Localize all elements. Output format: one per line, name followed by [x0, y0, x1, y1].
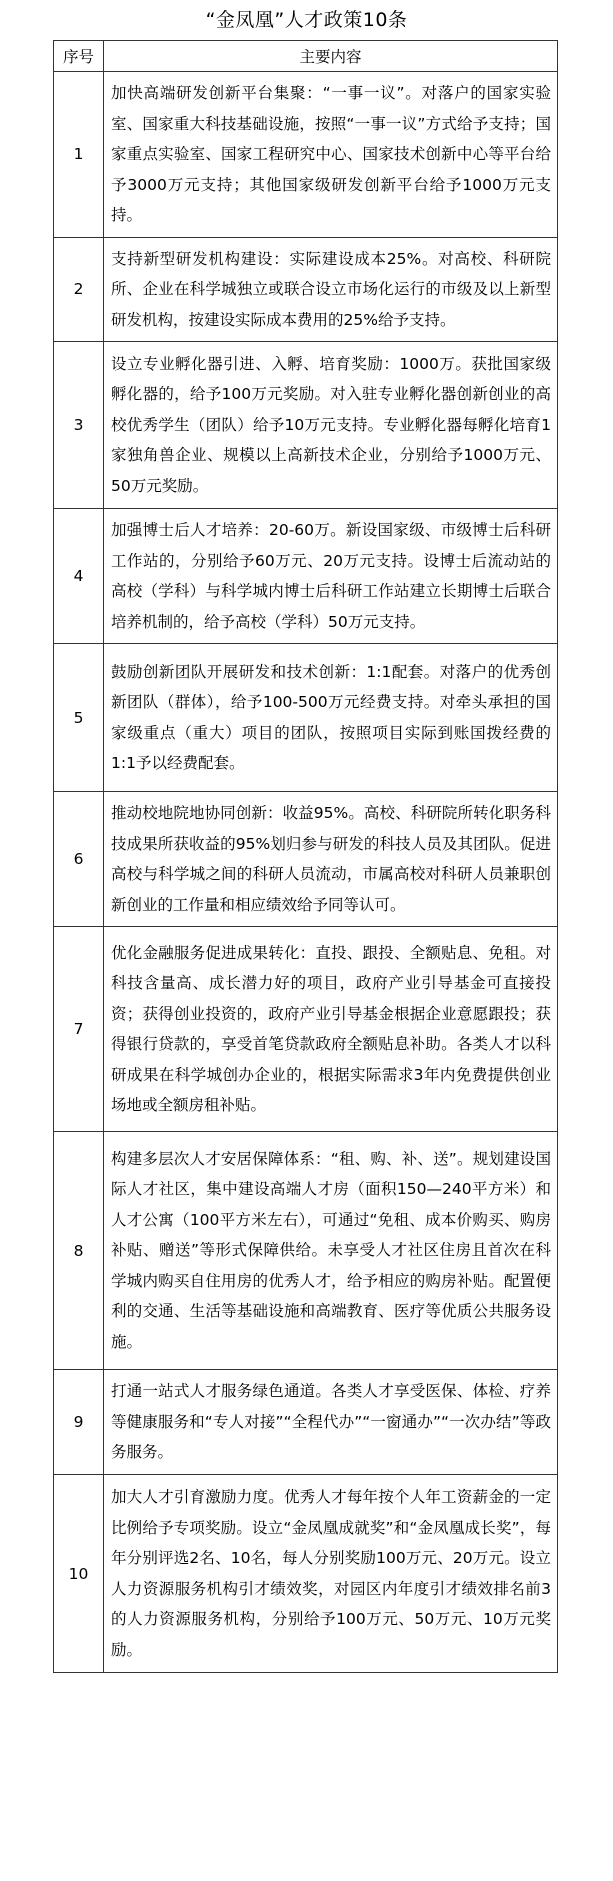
table-row [54, 72, 558, 238]
column-header-content: 主要内容 [104, 41, 558, 72]
column-header-number: 序号 [54, 41, 104, 72]
policy-table [53, 40, 558, 1673]
row-number: 8 [54, 1132, 104, 1370]
row-number: 1 [54, 72, 104, 238]
row-number: 3 [54, 342, 104, 509]
page-title: “金凤凰”人才政策10条 [205, 9, 408, 31]
table-row [54, 1370, 558, 1475]
row-number: 10 [54, 1475, 104, 1673]
row-content: 加强博士后人才培养：20-60万。新设国家级、市级博士后科研工作站的，分别给予60万元、20万元支持。设博士后流动站的高校（学科）与科学城内博士后科研工作站建立长期博士后联合培养机制的，给予高校（学科）50万元支持。 [104, 509, 558, 644]
row-content: 推动校地院地协同创新：收益95%。高校、科研院所转化职务科技成果所获收益的95%划归参与研发的科技人员及其团队。促进高校与科学城之间的科研人员流动，市属高校对科研人员兼职创新创业的工作量和相应绩效给予同等认可。 [104, 792, 558, 927]
row-content: 支持新型研发机构建设：实际建设成本25%。对高校、科研院所、企业在科学城独立或联合设立市场化运行的市级及以上新型研发机构，按建设实际成本费用的25%给予支持。 [104, 237, 558, 342]
row-content: 加快高端研发创新平台集聚：“一事一议”。对落户的国家实验室、国家重大科技基础设施，按照“一事一议”方式给予支持；国家重点实验室、国家工程研究中心、国家技术创新中心等平台给予3000万元支持；其他国家级研发创新平台给予1000万元支持。 [104, 72, 558, 238]
table-row [54, 644, 558, 792]
row-content: 构建多层次人才安居保障体系：“租、购、补、送”。规划建设国际人才社区，集中建设高端人才房（面积150—240平方米）和人才公寓（100平方米左右），可通过“免租、成本价购买、购房补贴、赠送”等形式保障供给。未享受人才社区住房且首次在科学城内购买自住用房的优秀人才，给予相应的购房补贴。配置便利的交通、生活等基础设施和高端教育、医疗等优质公共服务设施。 [104, 1132, 558, 1370]
table-row [54, 1132, 558, 1370]
row-content: 加大人才引育激励力度。优秀人才每年按个人年工资薪金的一定比例给予专项奖励。设立“金凤凰成就奖”和“金凤凰成长奖”，每年分别评选2名、10名，每人分别奖励100万元、20万元。设立人力资源服务机构引才绩效奖，对园区内年度引才绩效排名前3的人力资源服务机构，分别给予100万元、50万元、10万元奖励。 [104, 1475, 558, 1673]
row-content: 优化金融服务促进成果转化：直投、跟投、全额贴息、免租。对科技含量高、成长潜力好的项目，政府产业引导基金可直接投资；获得创业投资的，政府产业引导基金根据企业意愿跟投；获得银行贷款的，享受首笔贷款政府全额贴息补助。各类人才以科研成果在科学城创办企业的，根据实际需求3年内免费提供创业场地或全额房租补贴。 [104, 927, 558, 1132]
row-number: 6 [54, 792, 104, 927]
table-row [54, 342, 558, 509]
row-number: 2 [54, 237, 104, 342]
row-number: 9 [54, 1370, 104, 1475]
row-content: 打通一站式人才服务绿色通道。各类人才享受医保、体检、疗养等健康服务和“专人对接”“全程代办”“一窗通办”“一次办结”等政务服务。 [104, 1370, 558, 1475]
table-row [54, 509, 558, 644]
table-row [54, 927, 558, 1132]
row-content: 鼓励创新团队开展研发和技术创新：1:1配套。对落户的优秀创新团队（群体），给予100-500万元经费支持。对牵头承担的国家级重点（重大）项目的团队，按照项目实际到账国拨经费的1:1予以经费配套。 [104, 644, 558, 792]
table-row [54, 1475, 558, 1673]
table-header-row [54, 41, 558, 72]
row-content: 设立专业孵化器引进、入孵、培育奖励：1000万。获批国家级孵化器的，给予100万元奖励。对入驻专业孵化器创新创业的高校优秀学生（团队）给予10万元支持。专业孵化器每孵化培育1家独角兽企业、规模以上高新技术企业，分别给予1000万元、50万元奖励。 [104, 342, 558, 509]
row-number: 5 [54, 644, 104, 792]
table-row [54, 237, 558, 342]
row-number: 7 [54, 927, 104, 1132]
table-row [54, 792, 558, 927]
row-number: 4 [54, 509, 104, 644]
